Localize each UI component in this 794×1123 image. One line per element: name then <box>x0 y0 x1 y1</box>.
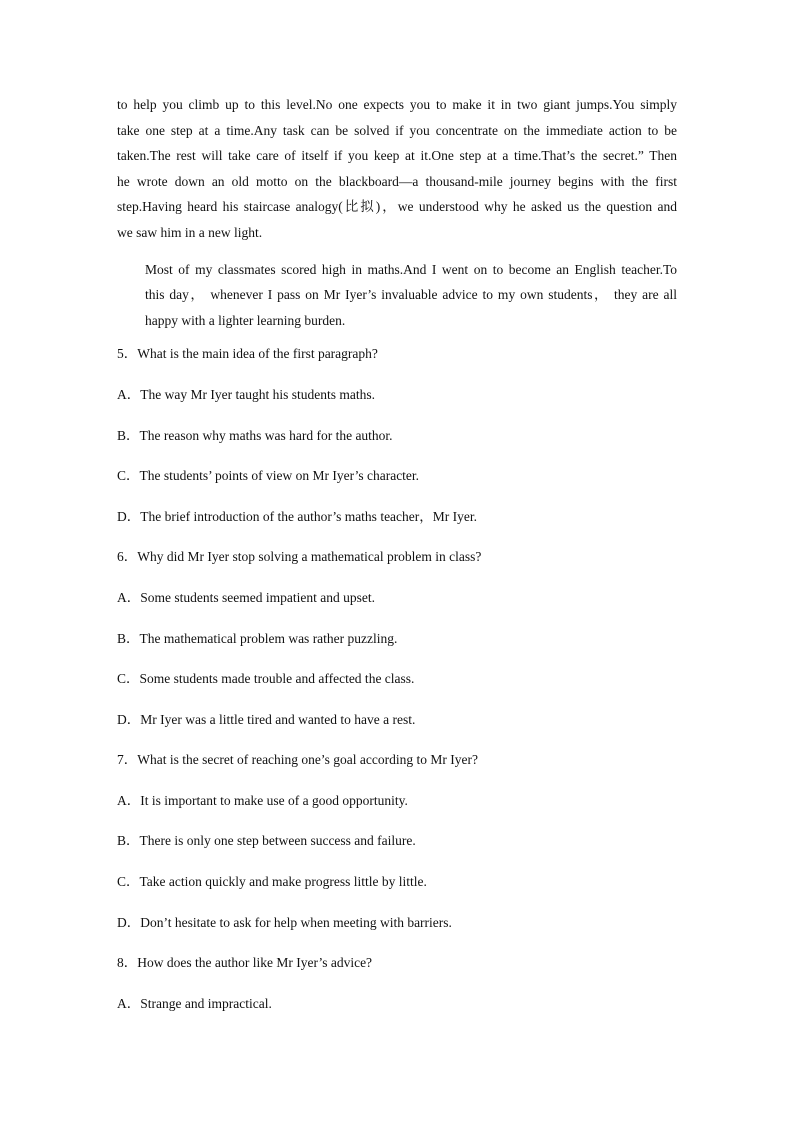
passage-paragraph-2 <box>117 257 677 334</box>
question-7-option-d: D．Don’t hesitate to ask for help when meeting with barriers. <box>117 914 452 930</box>
question-6-option-d: D．Mr Iyer was a little tired and wanted to have a rest. <box>117 711 416 727</box>
question-7-option-c: C．Take action quickly and make progress little by little. <box>117 874 427 890</box>
passage-line: Most of my classmates scored high in maths.And I went on to become an English teacher.To <box>145 261 677 277</box>
question-6-option-c: C．Some students made trouble and affected the class. <box>117 671 415 687</box>
passage-line: to help you climb up to this level.No one expects you to make it in two giant jumps.You simply <box>117 97 677 112</box>
passage-line: taken.The rest will take care of itself if you keep at it.One step at a time.That’s the secret.” Then <box>117 148 677 164</box>
question-7-option-b: B．There is only one step between success and failure. <box>117 833 416 849</box>
passage-line: happy with a lighter learning burden. <box>145 312 346 328</box>
passage-line: he wrote down an old motto on the blackboard—a thousand-mile journey begins with the first <box>117 173 677 189</box>
question-list <box>117 344 677 1034</box>
question-5-option-d: D．The brief introduction of the author’s maths teacher，Mr Iyer. <box>117 508 478 524</box>
passage-line: this day， whenever I pass on Mr Iyer’s invaluable advice to my own students， they are all <box>145 287 677 303</box>
question-8-option-a: A．Strange and impractical. <box>117 995 272 1011</box>
question-6-stem: 6．Why did Mr Iyer stop solving a mathematical problem in class? <box>117 549 482 565</box>
passage-paragraph-1 <box>117 92 677 246</box>
question-7-stem: 7．What is the secret of reaching one’s goal according to Mr Iyer? <box>117 752 478 768</box>
passage-line: take one step at a time.Any task can be solved if you concentrate on the immediate action to be <box>117 122 677 138</box>
question-6-option-b: B．The mathematical problem was rather puzzling. <box>117 630 398 646</box>
passage-line: step.Having heard his staircase analogy(比拟)，we understood why he asked us the question and <box>117 199 677 215</box>
question-8-stem: 8．How does the author like Mr Iyer’s advice? <box>117 955 373 971</box>
question-6-option-a: A．Some students seemed impatient and upset. <box>117 589 375 605</box>
document-content <box>117 92 677 1034</box>
question-5-option-c: C．The students’ points of view on Mr Iyer’s character. <box>117 468 420 484</box>
question-5-option-a: A．The way Mr Iyer taught his students maths. <box>117 386 375 402</box>
question-5-stem: 5．What is the main idea of the first paragraph? <box>117 346 378 362</box>
question-7-option-a: A．It is important to make use of a good opportunity. <box>117 792 408 808</box>
passage-line: we saw him in a new light. <box>117 224 263 240</box>
question-5-option-b: B．The reason why maths was hard for the author. <box>117 427 393 443</box>
